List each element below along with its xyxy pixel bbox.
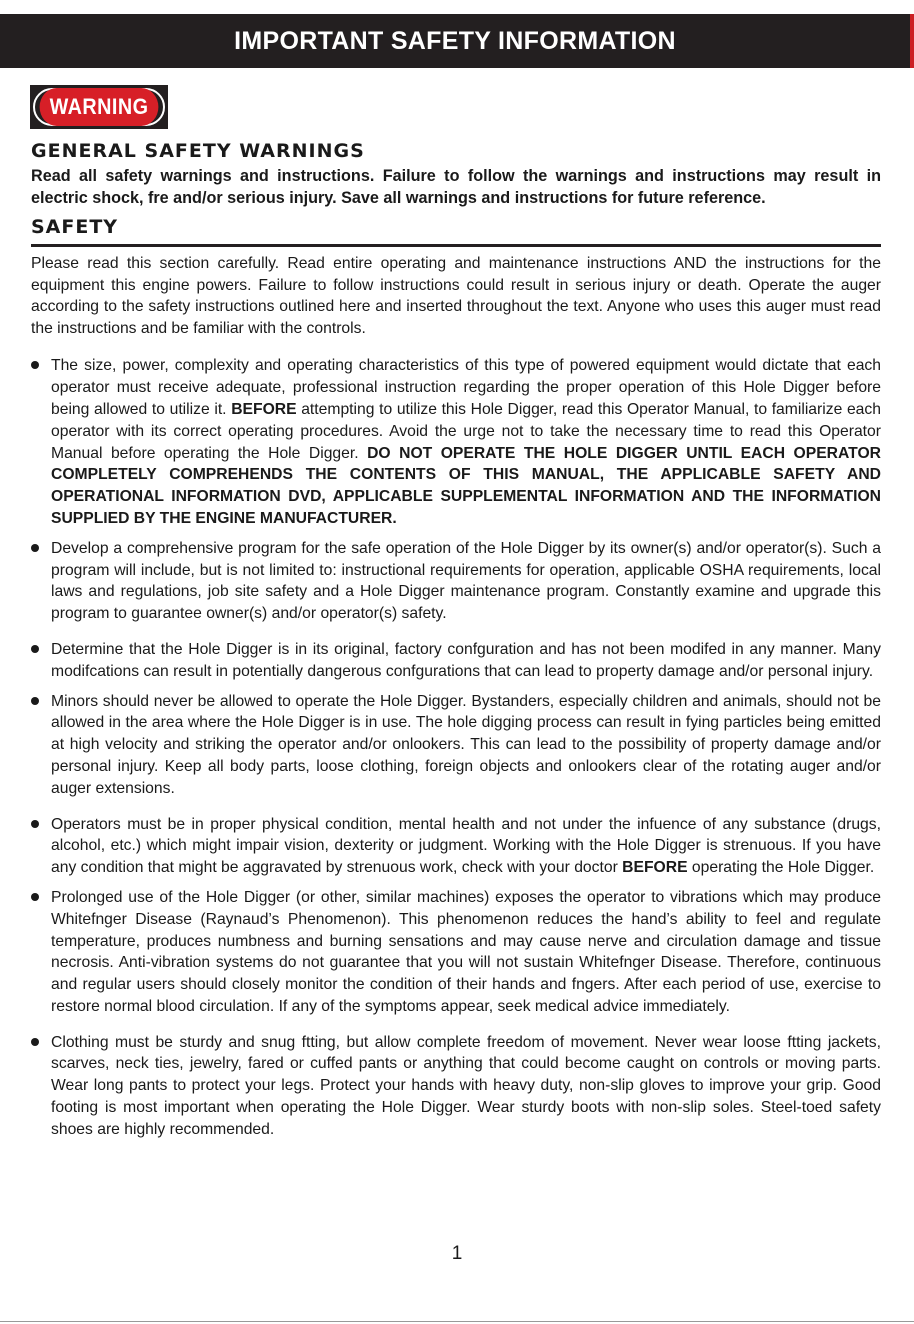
page-header-bar — [0, 14, 910, 68]
general-safety-body: Read all safety warnings and instructions. Failure to follow the warnings and instructions may result in electric shock, fre and/or serious injury. Save all warnings and instructions for future reference. — [31, 167, 881, 207]
safety-bullet-list — [31, 355, 881, 1140]
page-number: 1 — [451, 1243, 463, 1264]
header-accent-edge — [910, 14, 914, 68]
safety-title: SAFETY — [31, 216, 881, 247]
warning-badge — [30, 85, 168, 129]
bullet-item-configuration: Determine that the Hole Digger is in its original, factory confguration and has not been modifed in any manner. Many modifcations can result in potentially dangerous confgurations that can lead to property damage and/or personal injury. — [31, 639, 881, 683]
main-content — [31, 137, 881, 1149]
warning-badge-label: WARNING — [40, 88, 159, 126]
bullet-item-program: Develop a comprehensive program for the safe operation of the Hole Digger by its owner(s) and/or operator(s). Such a program will include, but is not limited to: instructional requirements for operation, applicable OSHA requirements, local laws and regulations, job site safety and a Hole Digger maintenance program. Constantly examine and upgrade this program to guarantee owner(s) and/or operator(s) safety. — [31, 538, 881, 625]
bullet-item-physical-condition: Operators must be in proper physical condition, mental health and not under the infuence of any substance (drugs, alcohol, etc.) which might impair vision, dexterity or judgment. Working with the Hole Digger is strenuous. If you have any condition that might be aggravated by strenuous work, check with your doctor BEFORE operating the Hole Digger. — [31, 814, 881, 879]
bullet-item-minors: Minors should never be allowed to operate the Hole Digger. Bystanders, especially children and animals, should not be allowed in the area where the Hole Digger is in use. The hole digging process can result in fying particles being emitted at high velocity and striking the operator and/or onlookers. This can lead to the possibility of property damage and/or personal injury. Keep all body parts, loose clothing, foreign objects and onlookers clear of the rotating auger and/or auger extensions. — [31, 691, 881, 800]
page-title: IMPORTANT SAFETY INFORMATION — [234, 27, 676, 55]
bullet-item-clothing: Clothing must be sturdy and snug ftting, but allow complete freedom of movement. Never wear loose ftting jackets, scarves, neck ties, jewelry, fared or cuffed pants or anything that could become caught on controls or moving parts. Wear long pants to protect your legs. Protect your hands with heavy duty, non-slip gloves to improve your grip. Good footing is most important when operating the Hole Digger. Wear sturdy boots with non-slip soles. Steel-toed safety shoes are highly recommended. — [31, 1032, 881, 1141]
general-safety-title: GENERAL SAFETY WARNINGS — [31, 140, 365, 162]
safety-intro: Please read this section carefully. Read entire operating and maintenance instructions AND the instructions for the equipment this engine powers. Failure to follow instructions could result in serious injury or death. Operate the auger according to the safety instructions outlined here and inserted throughout the text. Anyone who uses this auger must read the instructions and be familiar with the controls. — [31, 255, 881, 337]
bullet-item-vibration: Prolonged use of the Hole Digger (or other, similar machines) exposes the operator to vibrations which may produce Whitefnger Disease (Raynaud’s Phenomenon). This phenomenon reduces the hand’s ability to feel and regulate temperature, produces numbness and burning sensations and may cause nerve and circulation damage and tissue necrosis. Anti-vibration systems do not guarantee that you will not sustain Whitefnger Disease. Therefore, continuous and regular users should closely monitor the condition of their hands and fngers. After each period of use, exercise to restore normal blood circulation. If any of the symptoms appear, seek medical advice immediately. — [31, 887, 881, 1018]
page-bottom-divider — [0, 1321, 914, 1322]
bullet-item-instruction: The size, power, complexity and operating characteristics of this type of powered equipment would dictate that each operator must receive adequate, professional instruction regarding the proper operation of this Hole Digger before being allowed to utilize it. BEFORE attempting to utilize this Hole Digger, read this Operator Manual, to familiarize each operator with its correct operating procedures. Avoid the urge not to take the necessary time to read this Operator Manual before operating the Hole Digger. DO NOT OPERATE THE HOLE DIGGER UNTIL EACH OPERATOR COMPLETELY COMPREHENDS THE CONTENTS OF THIS MANUAL, THE APPLICABLE SAFETY AND OPERATIONAL INFORMATION DVD, APPLICABLE SUPPLEMENTAL INFORMATION AND THE INFORMATION SUPPLIED BY THE ENGINE MANUFACTURER. — [31, 355, 881, 529]
